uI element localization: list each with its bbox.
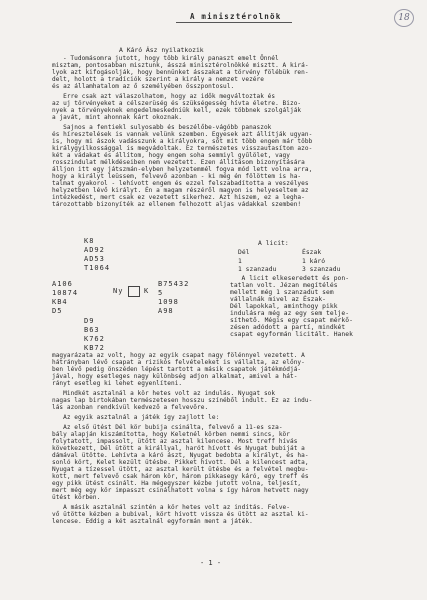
east-diamonds: 1098 [158,298,179,306]
title-underline [176,22,292,23]
text-line: A licit elkeseredett és pon- [230,275,350,282]
text-line: az uj törvényeket a célszerüség és szükségesség hívta életre. Bizo- [52,100,302,107]
north-hearts: AD92 [84,246,105,254]
south-hearts: B63 [84,326,100,334]
west-diamonds: KB4 [52,298,68,306]
text-line: és az államhatalom az ő személyében összpontosul. [52,83,235,90]
east-label: K [144,287,150,295]
text-line: misztam, pontosabban misztunk, ásszá minisztérolnökké misztt. A kirá- [52,62,309,69]
text-line: két a vádakat és állítom, hogy engem soha semmiyl gyűlölet, vagy [52,152,290,159]
page-title: A minisztérolnök [190,12,282,21]
west-hearts: 10874 [52,289,79,297]
south-diamonds: K762 [84,335,105,343]
north-diamonds: AD53 [84,255,105,263]
text-line: Az egyik asztalnál a játék így zajlott le: [52,414,220,421]
text-line: rosszindulat mélkdéseiben nem vezetett. Ezen állításom bizonyítására [52,159,305,166]
text-line: királygyilkossággal is megvádoltak. Ez természetes visszautasítom azo- [52,145,313,152]
text-line: egy pikk ütést csinált. Ha mégegyszer kézbe jutott volna, teljesít, [52,480,302,487]
text-line: rányt esetleg ki lehet egyenlíteni. [52,380,183,387]
text-line: tározottabb bizonyíték az ellenem felhozott aljas vádakkal szemben! [52,201,302,208]
text-line: sonló kört, Kelet kezült ütésbe. Pikket hívott. Dél a kilencest adta, [52,459,309,466]
bidding-heading: A licit: [258,240,289,247]
text-line: nyek a törvényeknek engedelmeskedniük kell, ezek többnek szolgálják [52,107,302,114]
text-line: delt, holott a tradíciók szerint a király a nemzet vezére [52,76,264,83]
text-line: Mindkét asztalnál a kör hetes volt az indulás. Nyugat sok [52,390,276,397]
text-line: Nyugat a tízessel ütött, az asztal került ütésbe és a felvétel megbu- [52,466,309,473]
text-line: mellett még 1 szanzadut sem [230,289,334,296]
text-line: nagas lap birtokában természetesen hosszu színéből indult. Ez az indu- [52,397,313,404]
text-line: lás azonban rendkívül kedvező a felvevőre. [52,404,209,411]
text-line: is, hogy mi ászok vadásszunk a királyokra, sőt mit több engem már több [52,138,313,145]
west-clubs: D5 [52,307,63,315]
text-line: vő ütötte kézben a bubival, kört hívott vissza és ütött az asztal ki- [52,511,309,518]
text-line: hogy a királyt leüssem, felvevő azonban - ki még én fölöttem is ha- [52,173,302,180]
south-clubs: KB72 [84,344,105,352]
page-subtitle: A Káró Ász nyilatkozik [119,46,204,54]
text-line: magyarázata az volt, hogy az egyik csapat nagy fölénnyel vezetett. A [52,352,305,359]
text-line: következett, Dél ütött a királlyal, harót hívott és Nyugat bubiját a [52,445,305,452]
east-clubs: A98 [158,307,174,315]
text-line: helyzetben lévő királyt. Én a magam részéről magyon is helyeseltem az [52,187,309,194]
text-line: jával, hogy esetleges nagy különbség adjon alkalmat, amivel a hát- [52,373,298,380]
text-line: lencese. Eddig a két asztalnál egyformán ment a játék. [52,518,253,525]
west-spades: A106 [52,280,73,288]
east-hearts: 5 [158,289,164,297]
text-line: vállalnák mivel az Észak- [230,296,327,303]
text-line: mert még egy kör impasszt csinálhatott volna s így három hetvett nagy [52,487,309,494]
text-line: lyok azt kifogásolják, hogy bennünket ásszakat a törvény fölébük ren- [52,69,309,76]
text-line: dámával ütötte. Lehívta a káró ászt, Nyugat bedobta a királyt, és ha- [52,452,309,459]
page-number: - 1 - [200,559,222,567]
text-line: bály alapján kiszámította, hogy Keletnél körben nemmi sincs, kör [52,431,290,438]
text-line: Sajnos a fentiekl sulyosabb és beszélőbe-vágóbb panaszok [52,124,272,131]
compass-box [128,286,140,297]
text-line: síthető. Mégis egy csapat mérkő- [230,317,353,324]
text-line: és híresztelések is vannak velünk szemben. Egyesek azt állítják ugyan- [52,131,313,138]
south-spades: D9 [84,317,95,325]
text-line: kott, mert felvevő csak három kör, három pikkasegy káró, egy treff és [52,473,309,480]
text-line: folytatott, impassolt, ütött az asztal kilencese. Most treff hívás [52,438,298,445]
text-line: ütést körben. [52,494,101,501]
bid: 1 káró [302,258,326,265]
bidding-col-south: Dél [238,249,250,256]
text-line: csapat egyformán licitált. Hanek [230,331,353,338]
east-spades: B75432 [158,280,190,288]
bid: 3 szanzadu [302,266,341,273]
text-line: indulásra még az egy sem telje- [230,310,350,317]
text-line: zésen adódott a partí, mindkét [230,324,346,331]
text-line: hátrányban lévő csapat a rizikós felvételeket is vállalta, az előny- [52,359,305,366]
west-label: Ny [113,287,124,295]
text-line: tatlan volt. Jézan megítélés [230,282,338,289]
text-line: ben lévő pedig önszéden lépést tartott a másik csapatok játékmódjá- [52,366,302,373]
text-line: álljon itt egy játszmán-elyben helyzetemmél fogva mód lett volna arra, [52,166,313,173]
bid: 1 [238,258,242,265]
north-spades: K8 [84,237,95,245]
text-line: A másik asztalnál szintén a kör hetes volt az indítás. Felve- [52,504,290,511]
text-line: Erre csak azt válaszolhatom, hogy az idők megváltoztak és [52,93,276,100]
bid: 1 szanzadu [238,266,277,273]
text-line: talmat gyakorol - lehívott engem és ezzel felszabadította a veszélyes [52,180,309,187]
text-line: intézkedést, mert csak ez vezetett sikerhez. Azt hiszem, ez a legha- [52,194,305,201]
text-line: Az első ütést Dél kör bubija csinálta, felvevő a 11-es sza- [52,424,283,431]
text-line: - Tudomásomra jutott, hogy több király panaszt emelt Önnél [63,55,279,62]
bidding-col-north: Észak [302,249,322,256]
handwritten-page-mark: 18 [394,9,414,27]
text-line: Dél lapokkal, aminthogy pikk [230,303,338,310]
north-clubs: T1064 [84,264,111,272]
text-line: a javát, mint ahonnak kárt okoznak. [52,114,183,121]
